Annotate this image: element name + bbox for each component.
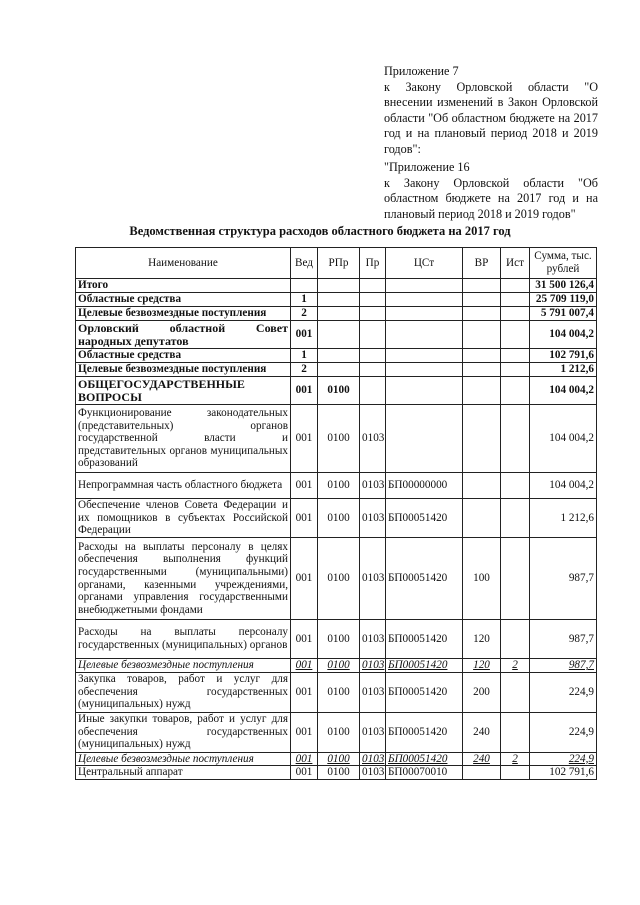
table-row bbox=[76, 620, 597, 659]
cell-name: Итого bbox=[76, 279, 291, 293]
cell-vr: 240 bbox=[463, 752, 501, 766]
cell-sum: 5 791 007,4 bbox=[530, 307, 597, 321]
appendix-16-text: к Закону Орловской области "Об областном бюджете на 2017 год и на плановый период 2018 и 2019 годов" bbox=[384, 175, 598, 221]
cell-cst bbox=[386, 279, 463, 293]
cell-sum: 987,7 bbox=[530, 538, 597, 620]
table-row bbox=[76, 405, 597, 473]
cell-cst bbox=[386, 293, 463, 307]
cell-cst: БП00051420 bbox=[386, 672, 463, 712]
cell-ved: 001 bbox=[291, 499, 318, 538]
cell-name: Целевые безвозмездные поступления bbox=[76, 659, 291, 673]
cell-ist: 2 bbox=[501, 752, 530, 766]
appendix-16-title: "Приложение 16 bbox=[384, 160, 470, 174]
cell-name: Целевые безвозмездные поступления bbox=[76, 752, 291, 766]
cell-vr bbox=[463, 279, 501, 293]
cell-ved: 001 bbox=[291, 659, 318, 673]
cell-pr: 0103 bbox=[360, 538, 386, 620]
cell-ved: 001 bbox=[291, 538, 318, 620]
header-name: Наименование bbox=[76, 248, 291, 279]
cell-cst: БП00000000 bbox=[386, 473, 463, 499]
cell-ist bbox=[501, 766, 530, 780]
cell-ist bbox=[501, 377, 530, 405]
cell-sum: 987,7 bbox=[530, 620, 597, 659]
cell-rpr bbox=[318, 321, 360, 349]
header-pr: Пр bbox=[360, 248, 386, 279]
cell-name: Целевые безвозмездные поступления bbox=[76, 363, 291, 377]
cell-pr: 0103 bbox=[360, 659, 386, 673]
cell-sum: 104 004,2 bbox=[530, 321, 597, 349]
cell-ist bbox=[501, 473, 530, 499]
cell-pr: 0103 bbox=[360, 766, 386, 780]
cell-rpr: 0100 bbox=[318, 538, 360, 620]
appendix-7-header bbox=[384, 64, 598, 157]
cell-rpr: 0100 bbox=[318, 752, 360, 766]
cell-vr bbox=[463, 363, 501, 377]
cell-ist bbox=[501, 363, 530, 377]
cell-ved: 1 bbox=[291, 293, 318, 307]
cell-name: Центральный аппарат bbox=[76, 766, 291, 780]
cell-rpr: 0100 bbox=[318, 473, 360, 499]
table-row bbox=[76, 499, 597, 538]
cell-ved: 2 bbox=[291, 307, 318, 321]
header-vr: ВР bbox=[463, 248, 501, 279]
cell-rpr: 0100 bbox=[318, 377, 360, 405]
table-row bbox=[76, 766, 597, 780]
cell-ved: 001 bbox=[291, 473, 318, 499]
table-row bbox=[76, 363, 597, 377]
appendix-7-title: Приложение 7 bbox=[384, 64, 459, 78]
header-rpr: РПр bbox=[318, 248, 360, 279]
cell-sum: 1 212,6 bbox=[530, 499, 597, 538]
cell-cst: БП00051420 bbox=[386, 752, 463, 766]
cell-ist bbox=[501, 321, 530, 349]
cell-name: Целевые безвозмездные поступления bbox=[76, 307, 291, 321]
cell-cst bbox=[386, 349, 463, 363]
cell-vr bbox=[463, 405, 501, 473]
cell-ist bbox=[501, 672, 530, 712]
cell-ved: 001 bbox=[291, 405, 318, 473]
cell-rpr bbox=[318, 307, 360, 321]
cell-pr bbox=[360, 307, 386, 321]
cell-vr bbox=[463, 307, 501, 321]
cell-name: Расходы на выплаты персоналу в целях обеспечения выполнения функций государственными (муниципальными) органами, казенными учреждениями, органами управления государственными внебюджетными фондами bbox=[76, 538, 291, 620]
cell-ved: 001 bbox=[291, 377, 318, 405]
cell-sum: 31 500 126,4 bbox=[530, 279, 597, 293]
cell-ist bbox=[501, 279, 530, 293]
cell-ist bbox=[501, 620, 530, 659]
cell-pr: 0103 bbox=[360, 752, 386, 766]
cell-rpr: 0100 bbox=[318, 672, 360, 712]
cell-ist bbox=[501, 293, 530, 307]
cell-vr: 120 bbox=[463, 659, 501, 673]
header-cst: ЦСт bbox=[386, 248, 463, 279]
cell-vr bbox=[463, 377, 501, 405]
cell-pr bbox=[360, 377, 386, 405]
cell-vr: 240 bbox=[463, 712, 501, 752]
cell-pr bbox=[360, 363, 386, 377]
cell-vr bbox=[463, 321, 501, 349]
cell-sum: 987,7 bbox=[530, 659, 597, 673]
cell-sum: 224,9 bbox=[530, 672, 597, 712]
cell-rpr bbox=[318, 279, 360, 293]
table-row bbox=[76, 321, 597, 349]
cell-sum: 224,9 bbox=[530, 752, 597, 766]
appendix-16-header bbox=[384, 160, 598, 222]
cell-ist bbox=[501, 538, 530, 620]
cell-pr: 0103 bbox=[360, 499, 386, 538]
cell-ved: 2 bbox=[291, 363, 318, 377]
cell-cst: БП00070010 bbox=[386, 766, 463, 780]
cell-pr: 0103 bbox=[360, 620, 386, 659]
cell-pr: 0103 bbox=[360, 672, 386, 712]
cell-sum: 102 791,6 bbox=[530, 349, 597, 363]
cell-cst: БП00051420 bbox=[386, 499, 463, 538]
cell-ved: 1 bbox=[291, 349, 318, 363]
cell-pr: 0103 bbox=[360, 473, 386, 499]
cell-ist bbox=[501, 349, 530, 363]
cell-ist bbox=[501, 499, 530, 538]
table-row bbox=[76, 279, 597, 293]
cell-sum: 104 004,2 bbox=[530, 473, 597, 499]
cell-cst bbox=[386, 377, 463, 405]
cell-vr: 100 bbox=[463, 538, 501, 620]
cell-ist: 2 bbox=[501, 659, 530, 673]
cell-cst: БП00051420 bbox=[386, 620, 463, 659]
cell-name: ОБЩЕГОСУДАРСТВЕННЫЕ ВОПРОСЫ bbox=[76, 377, 291, 405]
header-ist: Ист bbox=[501, 248, 530, 279]
cell-name: Иные закупки товаров, работ и услуг для обеспечения государственных (муниципальных) нужд bbox=[76, 712, 291, 752]
cell-vr bbox=[463, 766, 501, 780]
table-header-row bbox=[76, 248, 597, 279]
cell-name: Расходы на выплаты персоналу государственных (муниципальных) органов bbox=[76, 620, 291, 659]
cell-rpr: 0100 bbox=[318, 499, 360, 538]
cell-ist bbox=[501, 405, 530, 473]
cell-rpr: 0100 bbox=[318, 766, 360, 780]
cell-name: Областные средства bbox=[76, 293, 291, 307]
cell-cst bbox=[386, 307, 463, 321]
header-ved: Вед bbox=[291, 248, 318, 279]
cell-rpr: 0100 bbox=[318, 405, 360, 473]
cell-name: Обеспечение членов Совета Федерации и их помощников в субъектах Российской Федерации bbox=[76, 499, 291, 538]
table-row bbox=[76, 307, 597, 321]
cell-pr bbox=[360, 293, 386, 307]
cell-sum: 104 004,2 bbox=[530, 377, 597, 405]
cell-vr bbox=[463, 293, 501, 307]
cell-vr bbox=[463, 473, 501, 499]
header-sum: Сумма, тыс. рублей bbox=[530, 248, 597, 279]
cell-sum: 224,9 bbox=[530, 712, 597, 752]
cell-rpr: 0100 bbox=[318, 712, 360, 752]
cell-pr bbox=[360, 321, 386, 349]
cell-ved: 001 bbox=[291, 752, 318, 766]
cell-name: Непрограммная часть областного бюджета bbox=[76, 473, 291, 499]
cell-name: Функционирование законодательных (представительных) органов государственной власти и представительных органов муниципальных образований bbox=[76, 405, 291, 473]
cell-pr: 0103 bbox=[360, 712, 386, 752]
cell-rpr bbox=[318, 349, 360, 363]
cell-pr: 0103 bbox=[360, 405, 386, 473]
cell-rpr: 0100 bbox=[318, 659, 360, 673]
table-row bbox=[76, 712, 597, 752]
cell-name: Областные средства bbox=[76, 349, 291, 363]
cell-vr: 200 bbox=[463, 672, 501, 712]
cell-sum: 1 212,6 bbox=[530, 363, 597, 377]
cell-ist bbox=[501, 712, 530, 752]
cell-sum: 104 004,2 bbox=[530, 405, 597, 473]
cell-pr bbox=[360, 279, 386, 293]
cell-rpr bbox=[318, 363, 360, 377]
table-row bbox=[76, 672, 597, 712]
table-row bbox=[76, 752, 597, 766]
cell-cst bbox=[386, 363, 463, 377]
cell-vr bbox=[463, 349, 501, 363]
cell-ved: 001 bbox=[291, 321, 318, 349]
cell-name: Орловский областной Совет народных депутатов bbox=[76, 321, 291, 349]
cell-sum: 102 791,6 bbox=[530, 766, 597, 780]
cell-ved: 001 bbox=[291, 712, 318, 752]
table-row bbox=[76, 538, 597, 620]
cell-name: Закупка товаров, работ и услуг для обеспечения государственных (муниципальных) нужд bbox=[76, 672, 291, 712]
cell-pr bbox=[360, 349, 386, 363]
table-row bbox=[76, 473, 597, 499]
budget-table bbox=[75, 247, 597, 780]
cell-rpr bbox=[318, 293, 360, 307]
table-row bbox=[76, 349, 597, 363]
cell-ved bbox=[291, 279, 318, 293]
cell-ved: 001 bbox=[291, 620, 318, 659]
cell-cst bbox=[386, 405, 463, 473]
cell-cst bbox=[386, 321, 463, 349]
cell-cst: БП00051420 bbox=[386, 538, 463, 620]
cell-vr: 120 bbox=[463, 620, 501, 659]
cell-ved: 001 bbox=[291, 766, 318, 780]
document-title: Ведомственная структура расходов областного бюджета на 2017 год bbox=[129, 224, 511, 238]
cell-cst: БП00051420 bbox=[386, 659, 463, 673]
cell-rpr: 0100 bbox=[318, 620, 360, 659]
cell-ved: 001 bbox=[291, 672, 318, 712]
table-row bbox=[76, 293, 597, 307]
cell-sum: 25 709 119,0 bbox=[530, 293, 597, 307]
appendix-7-text: к Закону Орловской области "О внесении изменений в Закон Орловской области "Об областном бюджете на 2017 год и на плановый период 2018 и 2019 годов": bbox=[384, 79, 598, 156]
cell-vr bbox=[463, 499, 501, 538]
cell-cst: БП00051420 bbox=[386, 712, 463, 752]
table-row bbox=[76, 377, 597, 405]
table-row bbox=[76, 659, 597, 673]
cell-ist bbox=[501, 307, 530, 321]
